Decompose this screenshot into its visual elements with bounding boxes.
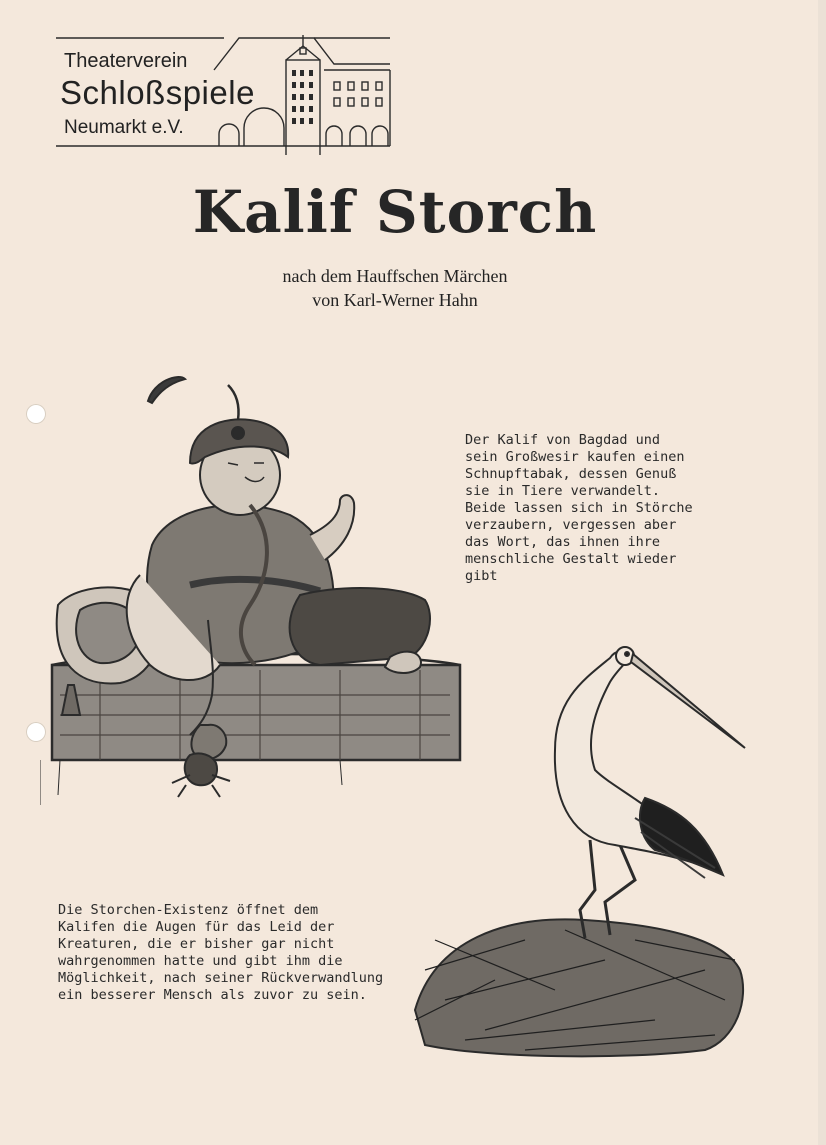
subtitle-line-2: von Karl-Werner Hahn: [312, 290, 478, 310]
stork-illustration: [405, 640, 755, 1060]
paragraph-line: gibt: [465, 568, 498, 584]
paragraph-line: menschliche Gestalt wieder: [465, 551, 677, 567]
logo-line-1: Theaterverein: [64, 50, 188, 72]
paragraph-line: sein Großwesir kaufen einen: [465, 449, 685, 465]
paragraph-line: ein besserer Mensch als zuvor zu sein.: [58, 987, 367, 1003]
paragraph-line: Möglichkeit, nach seiner Rückverwandlung: [58, 970, 384, 986]
theater-logo: [54, 30, 394, 155]
paragraph-line: Kreaturen, die er bisher gar nicht: [58, 936, 335, 952]
paragraph-line: sie in Tiere verwandelt.: [465, 483, 661, 499]
paragraph-line: das Wort, das ihnen ihre: [465, 534, 661, 550]
paragraph-line: Kalifen die Augen für das Leid der: [58, 919, 335, 935]
play-title: Kalif Storch: [192, 178, 598, 246]
subtitle-line-1: nach dem Hauffschen Märchen: [282, 266, 508, 286]
paragraph-line: Der Kalif von Bagdad und: [465, 432, 661, 448]
page-edge: [818, 0, 826, 1145]
paragraph-line: Beide lassen sich in Störche: [465, 500, 693, 516]
story-paragraph-1: [465, 432, 693, 585]
paragraph-line: Die Storchen-Existenz öffnet dem: [58, 902, 319, 918]
logo-line-2: Schloßspiele: [60, 74, 255, 111]
logo-line-3: Neumarkt e.V.: [64, 117, 184, 138]
paragraph-line: wahrgenommen hatte und gibt ihm die: [58, 953, 343, 969]
story-paragraph-2: [58, 902, 383, 1004]
paragraph-line: verzaubern, vergessen aber: [465, 517, 677, 533]
paragraph-line: Schnupftabak, dessen Genuß: [465, 466, 677, 482]
